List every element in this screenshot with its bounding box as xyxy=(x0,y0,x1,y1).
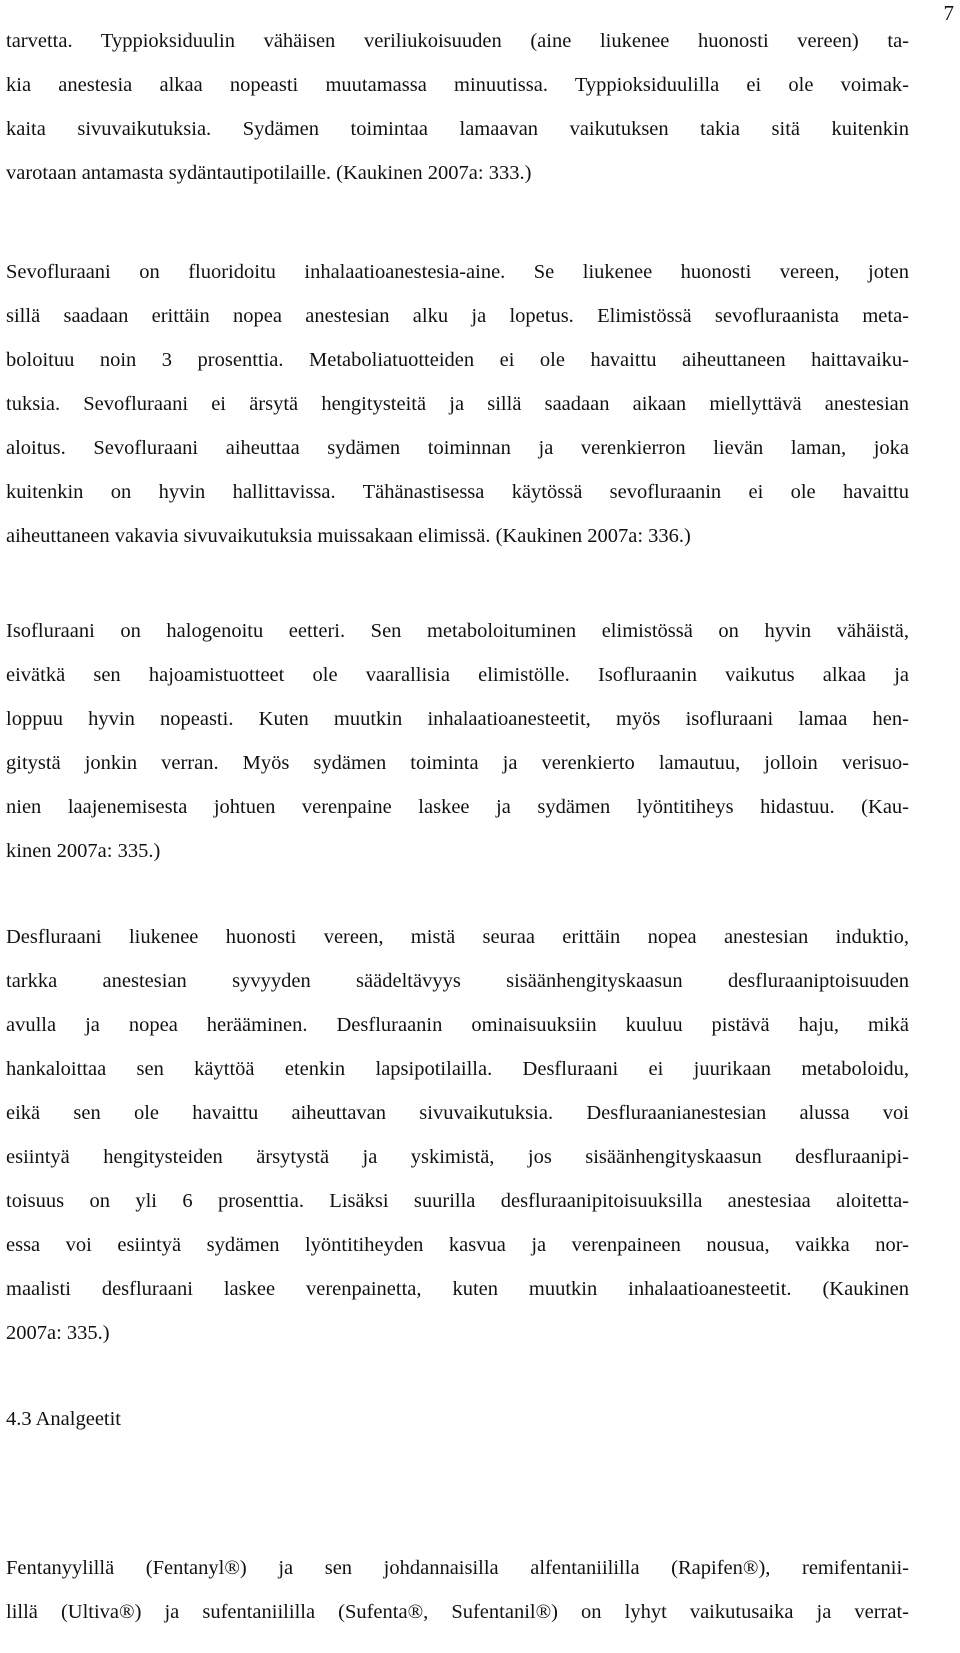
text-line: esiintyä hengitysteiden ärsytystä ja yskimistä, jos sisäänhengityskaasun desfluraanipi- xyxy=(6,1146,909,1168)
text-line: toisuus on yli 6 prosenttia. Lisäksi suurilla desfluraanipitoisuuksilla anestesiaa aloitetta- xyxy=(6,1190,909,1212)
paragraph-desflurane xyxy=(6,915,909,1355)
text-line: tuksia. Sevofluraani ei ärsytä hengitysteitä ja sillä saadaan aikaan miellyttävä anestesian xyxy=(6,393,909,415)
text-line: 2007a: 335.) xyxy=(6,1322,110,1344)
text-line: aiheuttaneen vakavia sivuvaikutuksia muissakaan elimissä. (Kaukinen 2007a: 336.) xyxy=(6,525,691,547)
paragraph-sevoflurane xyxy=(6,250,909,558)
text-line: loppuu hyvin nopeasti. Kuten muutkin inhalaatioanesteetit, myös isofluraani lamaa hen- xyxy=(6,708,909,730)
text-line: essa voi esiintyä sydämen lyöntitiheyden kasvua ja verenpaineen nousua, vaikka nor- xyxy=(6,1234,909,1256)
text-line: maalisti desfluraani laskee verenpainetta, kuten muutkin inhalaatioanesteetit. (Kaukinen xyxy=(6,1278,909,1300)
text-line: tarvetta. Typpioksiduulin vähäisen veriliukoisuuden (aine liukenee huonosti vereen) ta- xyxy=(6,30,909,52)
text-line: boloituu noin 3 prosenttia. Metaboliatuotteiden ei ole havaittu aiheuttaneen haittavaiku- xyxy=(6,349,909,371)
page-number: 7 xyxy=(943,1,954,25)
text-line: Desfluraani liukenee huonosti vereen, mistä seuraa erittäin nopea anestesian induktio, xyxy=(6,926,909,948)
paragraph-nitrous-oxide xyxy=(6,19,909,195)
text-line: varotaan antamasta sydäntautipotilaille. (Kaukinen 2007a: 333.) xyxy=(6,162,532,184)
text-line: kaita sivuvaikutuksia. Sydämen toimintaa lamaavan vaikutuksen takia sitä kuitenkin xyxy=(6,118,909,140)
text-line: hankaloittaa sen käyttöä etenkin lapsipotilailla. Desfluraani ei juurikaan metaboloidu, xyxy=(6,1058,909,1080)
text-line: eikä sen ole havaittu aiheuttavan sivuvaikutuksia. Desfluraanianestesian alussa voi xyxy=(6,1102,909,1124)
paragraph-isoflurane xyxy=(6,609,909,873)
text-line: aloitus. Sevofluraani aiheuttaa sydämen toiminnan ja verenkierron lievän laman, joka xyxy=(6,437,909,459)
paragraph-analgesics xyxy=(6,1546,909,1634)
text-line: eivätkä sen hajoamistuotteet ole vaarallisia elimistölle. Isofluraanin vaikutus alkaa ja xyxy=(6,664,909,686)
text-line: sillä saadaan erittäin nopea anestesian alku ja lopetus. Elimistössä sevofluraanista meta- xyxy=(6,305,909,327)
text-line: gitystä jonkin verran. Myös sydämen toiminta ja verenkierto lamautuu, jolloin verisuo- xyxy=(6,752,909,774)
text-line: lillä (Ultiva®) ja sufentaniililla (Sufenta®, Sufentanil®) on lyhyt vaikutusaika ja verrat- xyxy=(6,1601,909,1623)
text-line: tarkka anestesian syvyyden säädeltävyys sisäänhengityskaasun desfluraaniptoisuuden xyxy=(6,970,909,992)
text-line: avulla ja nopea herääminen. Desfluraanin ominaisuuksiin kuuluu pistävä haju, mikä xyxy=(6,1014,909,1036)
text-line: Fentanyylillä (Fentanyl®) ja sen johdannaisilla alfentaniililla (Rapifen®), remifentanii- xyxy=(6,1557,909,1579)
text-line: kinen 2007a: 335.) xyxy=(6,840,161,862)
text-line: Isofluraani on halogenoitu eetteri. Sen metaboloituminen elimistössä on hyvin vähäistä, xyxy=(6,620,909,642)
text-line: kia anestesia alkaa nopeasti muutamassa minuutissa. Typpioksiduulilla ei ole voimak- xyxy=(6,74,909,96)
text-line: nien laajenemisesta johtuen verenpaine laskee ja sydämen lyöntitiheys hidastuu. (Kau- xyxy=(6,796,909,818)
text-line: Sevofluraani on fluoridoitu inhalaatioanestesia-aine. Se liukenee huonosti vereen, joten xyxy=(6,261,909,283)
text-line: kuitenkin on hyvin hallittavissa. Tähänastisessa käytössä sevofluraanin ei ole havaittu xyxy=(6,481,909,503)
section-heading: 4.3 Analgeetit xyxy=(6,1408,122,1430)
